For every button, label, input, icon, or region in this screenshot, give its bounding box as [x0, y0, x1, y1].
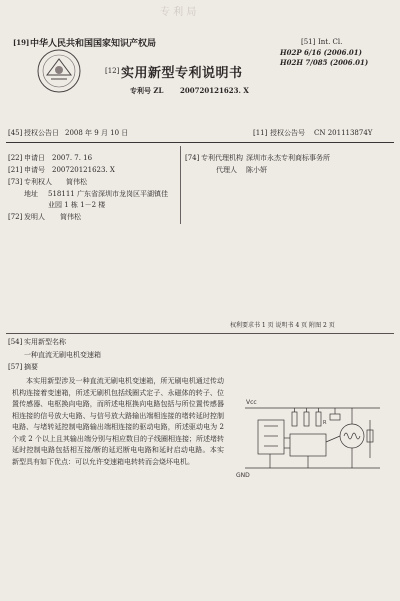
circuit-diagram: [230, 380, 395, 480]
patentee-code: [73]: [8, 178, 23, 186]
office-code: [19]: [13, 38, 30, 47]
resistor-label: R: [323, 420, 327, 426]
app-no: 200720121623. X: [52, 166, 115, 174]
agency-code: [74]: [185, 154, 200, 162]
pub-no-code: [11]: [253, 129, 268, 137]
agency-label: 专利代理机构: [201, 154, 243, 162]
agent: 陈小妍: [246, 166, 267, 174]
agent-label: 代理人: [216, 166, 237, 174]
pub-date: 2008 年 9 月 10 日: [65, 129, 129, 137]
address-line-1: 518111 广东省深圳市龙岗区平湖镇佳: [48, 190, 168, 198]
gnd-label: GND: [236, 472, 250, 479]
patent-no: 200720121623. X: [180, 86, 249, 95]
filing-date-code: [22]: [8, 154, 23, 162]
inventor-label: 发明人: [24, 213, 45, 221]
pub-date-code: [45]: [8, 129, 23, 137]
ipc-class-1: H02P 6/16 (2006.01): [280, 48, 362, 57]
column-divider: [180, 146, 181, 224]
divider-top: [6, 142, 394, 143]
inventor: 简伟松: [60, 213, 81, 221]
address-line-2: 业园 1 栋 1－2 楼: [48, 201, 106, 209]
abstract-code: [57]: [8, 363, 23, 371]
ipc-code: [51]: [301, 38, 316, 46]
office-name: 中华人民共和国国家知识产权局: [30, 39, 157, 49]
ipc-class-2: H02H 7/085 (2006.01): [280, 58, 369, 67]
doc-code: [12]: [105, 67, 120, 75]
inventor-code: [72]: [8, 213, 23, 221]
filing-date: 2007. 7. 16: [52, 154, 93, 162]
pub-date-label: 授权公告日: [24, 129, 59, 137]
title-code: [54]: [8, 338, 23, 346]
utility-model-title: 一种直流无刷电机变速箱: [24, 351, 101, 359]
divider-mid: [6, 333, 394, 334]
top-watermark: 专 利 局: [160, 7, 197, 18]
patent-no-label: 专利号 ZL: [130, 86, 164, 95]
vcc-label: Vcc: [246, 399, 257, 406]
patentee: 简伟松: [66, 178, 87, 186]
pub-no-label: 授权公告号: [270, 129, 305, 137]
address-label: 地址: [24, 190, 38, 198]
app-no-code: [21]: [8, 166, 23, 174]
doc-title: 实用新型专利说明书: [121, 66, 243, 81]
pages-note: 权利要求书 1 页 说明书 4 页 附图 2 页: [230, 322, 335, 329]
abstract-text: 本实用新型涉及一种直流无刷电机变速箱，所无刷电机通过传动机构连接着变速箱，所述无刷机包括线圈式定子、永磁体的转子、位置传感器、电枢换向电路，而所述电枢换向电路包括与所位置传感器相连接的信号放大电路、与信号放大路输出端相连接的堵转延时控制电路、与堵转延控制电路输出端相连接的驱动电路，所述驱动电为 2 个或 2 个以上且其输出端分别与相应数目的子线圈相连接；所述堵转延时控制电路包括相互接/断的延迟断电电路和延时启动电路。本实新型具有如下优点：可以允许变速箱电转转而会烧坏电机。: [12, 377, 224, 466]
filing-date-label: 申请日: [24, 154, 45, 162]
patentee-label: 专利权人: [24, 178, 52, 186]
title-label: 实用新型名称: [24, 338, 66, 346]
sipo-emblem-icon: [35, 47, 83, 95]
app-no-label: 申请号: [24, 166, 45, 174]
pub-no: CN 201113874Y: [314, 129, 373, 137]
abstract-label: 摘要: [24, 363, 38, 371]
ipc-label: Int. Cl.: [318, 38, 343, 46]
agency: 深圳市永杰专利商标事务所: [246, 154, 330, 162]
